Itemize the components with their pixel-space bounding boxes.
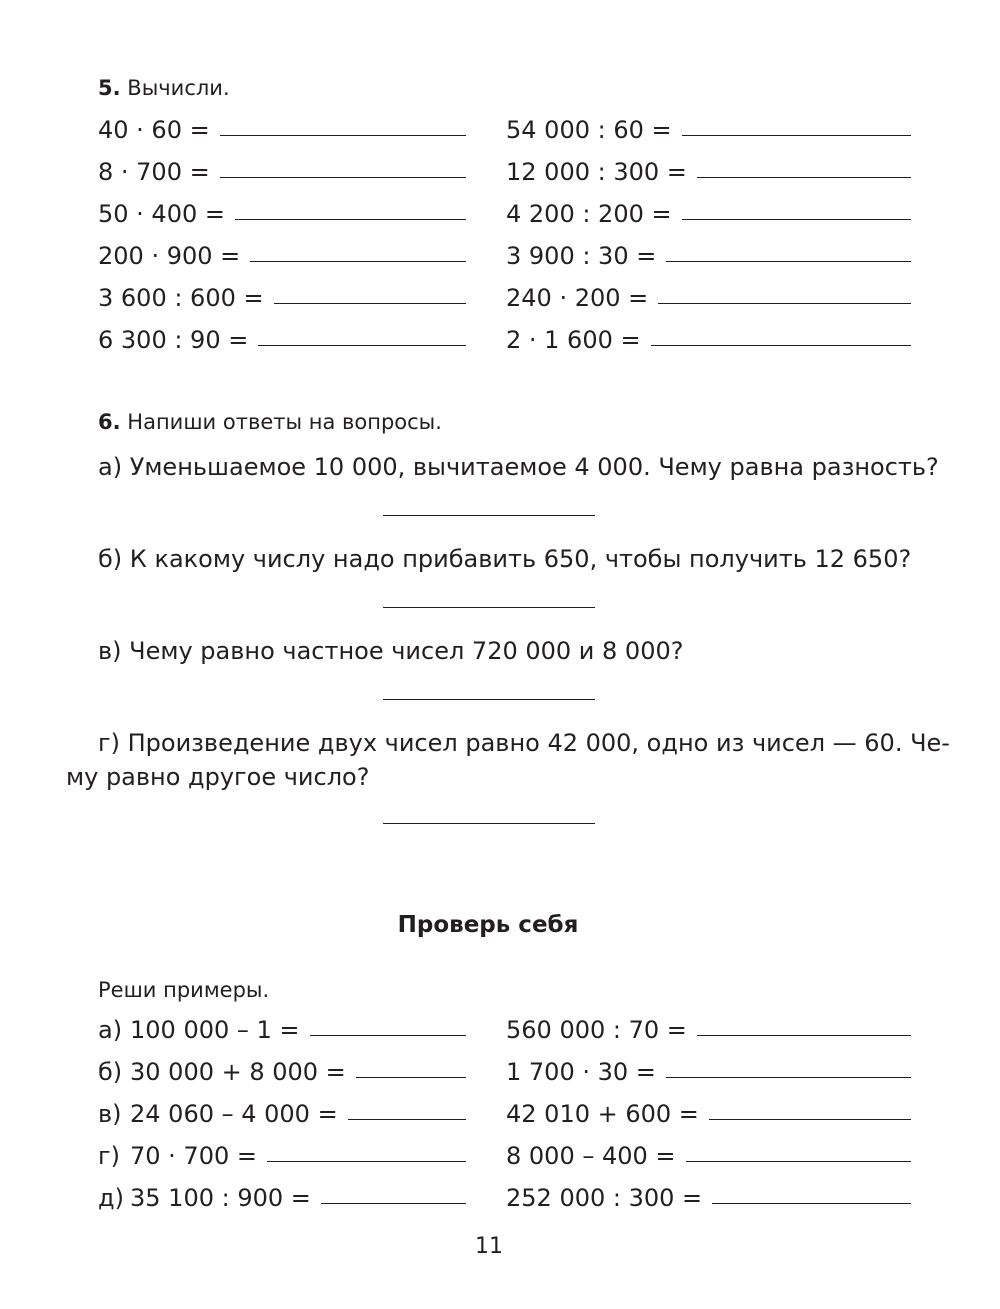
answer-blank[interactable]: [697, 1034, 911, 1036]
equation-text: 3 600 : 600 =: [98, 284, 264, 312]
equation-text: 8 000 – 400 =: [506, 1142, 676, 1170]
equation-expr: 30 000 + 8 000 =: [130, 1058, 346, 1086]
section-subtitle: Реши примеры.: [98, 978, 270, 1002]
equation-text: [98, 1184, 321, 1212]
item-label: д): [98, 1184, 124, 1212]
equation-text: 54 000 : 60 =: [506, 116, 672, 144]
equation-text: 200 · 900 =: [98, 242, 241, 270]
answer-blank[interactable]: [666, 1076, 911, 1078]
answer-blank[interactable]: [682, 218, 911, 220]
task-5-left-row: [98, 284, 466, 316]
answer-blank[interactable]: [712, 1202, 911, 1204]
equation-expr: 35 100 : 900 =: [130, 1184, 311, 1212]
equation-text: [98, 1100, 348, 1128]
answer-blank-a[interactable]: [383, 515, 595, 516]
equation-text: 252 000 : 300 =: [506, 1184, 703, 1212]
answer-blank-b[interactable]: [383, 607, 595, 608]
equation-text: 240 · 200 =: [506, 284, 649, 312]
equation-text: 4 200 : 200 =: [506, 200, 672, 228]
answer-blank[interactable]: [356, 1076, 466, 1078]
answer-blank[interactable]: [348, 1118, 466, 1120]
check-right-row: [506, 1016, 911, 1048]
task-5-title: Вычисли.: [127, 76, 230, 100]
answer-blank[interactable]: [682, 134, 911, 136]
answer-blank[interactable]: [274, 302, 466, 304]
equation-text: 40 · 60 =: [98, 116, 210, 144]
equation-expr: 24 060 – 4 000 =: [130, 1100, 338, 1128]
equation-text: 42 010 + 600 =: [506, 1100, 699, 1128]
task-5-number: 5.: [98, 76, 121, 100]
item-label: а): [98, 1016, 123, 1044]
item-label: в): [98, 1100, 122, 1128]
equation-text: [98, 1058, 356, 1086]
item-label: г): [98, 1142, 120, 1170]
check-right-row: [506, 1100, 911, 1132]
task-5-right-row: [506, 242, 911, 274]
answer-blank[interactable]: [310, 1034, 466, 1036]
question-g-line2: му равно другое число?: [66, 763, 370, 791]
answer-blank[interactable]: [321, 1202, 466, 1204]
task-5-left-row: [98, 326, 466, 358]
task-5-heading: [98, 76, 230, 100]
equation-text: 3 900 : 30 =: [506, 242, 657, 270]
equation-expr: 70 · 700 =: [130, 1142, 257, 1170]
answer-blank[interactable]: [235, 218, 466, 220]
task-5-right-row: [506, 326, 911, 358]
check-right-row: [506, 1184, 911, 1216]
answer-blank[interactable]: [658, 302, 911, 304]
answer-blank[interactable]: [220, 134, 466, 136]
task-5-left-row: [98, 158, 466, 190]
task-5-right-row: [506, 284, 911, 316]
answer-blank[interactable]: [267, 1160, 466, 1162]
task-5-left-row: [98, 200, 466, 232]
section-title: Проверь себя: [397, 912, 579, 938]
check-left-row: [98, 1184, 466, 1216]
equation-text: [98, 1142, 267, 1170]
task-6-title: Напиши ответы на вопросы.: [127, 410, 442, 434]
answer-blank[interactable]: [709, 1118, 911, 1120]
item-label: б): [98, 1058, 123, 1086]
equation-text: [98, 1016, 310, 1044]
answer-blank[interactable]: [651, 344, 911, 346]
task-6-number: 6.: [98, 410, 121, 434]
check-left-row: [98, 1142, 466, 1174]
check-left-row: [98, 1058, 466, 1090]
answer-blank[interactable]: [258, 344, 466, 346]
answer-blank-g[interactable]: [383, 823, 595, 824]
task-6-heading: [98, 410, 442, 434]
check-left-row: [98, 1100, 466, 1132]
equation-text: 50 · 400 =: [98, 200, 225, 228]
task-5-left-row: [98, 242, 466, 274]
question-a: а) Уменьшаемое 10 000, вычитаемое 4 000. Чему равна разность?: [98, 453, 939, 481]
equation-expr: 100 000 – 1 =: [130, 1016, 300, 1044]
equation-text: 1 700 · 30 =: [506, 1058, 656, 1086]
question-b: б) К какому числу надо прибавить 650, чтобы получить 12 650?: [98, 545, 912, 573]
answer-blank-v[interactable]: [383, 699, 595, 700]
equation-text: 6 300 : 90 =: [98, 326, 249, 354]
equation-text: 2 · 1 600 =: [506, 326, 641, 354]
check-right-row: [506, 1142, 911, 1174]
check-left-row: [98, 1016, 466, 1048]
check-right-row: [506, 1058, 911, 1090]
answer-blank[interactable]: [250, 260, 466, 262]
answer-blank[interactable]: [686, 1160, 911, 1162]
task-5-left-row: [98, 116, 466, 148]
answer-blank[interactable]: [220, 176, 466, 178]
page-number: 11: [475, 1234, 503, 1259]
question-g-line1: г) Произведение двух чисел равно 42 000, одно из чисел — 60. Че-: [98, 729, 950, 757]
equation-text: 560 000 : 70 =: [506, 1016, 687, 1044]
answer-blank[interactable]: [666, 260, 911, 262]
task-5-right-row: [506, 200, 911, 232]
task-5-right-row: [506, 158, 911, 190]
answer-blank[interactable]: [697, 176, 911, 178]
equation-text: 8 · 700 =: [98, 158, 210, 186]
question-v: в) Чему равно частное чисел 720 000 и 8 000?: [98, 637, 684, 665]
task-5-right-row: [506, 116, 911, 148]
equation-text: 12 000 : 300 =: [506, 158, 687, 186]
